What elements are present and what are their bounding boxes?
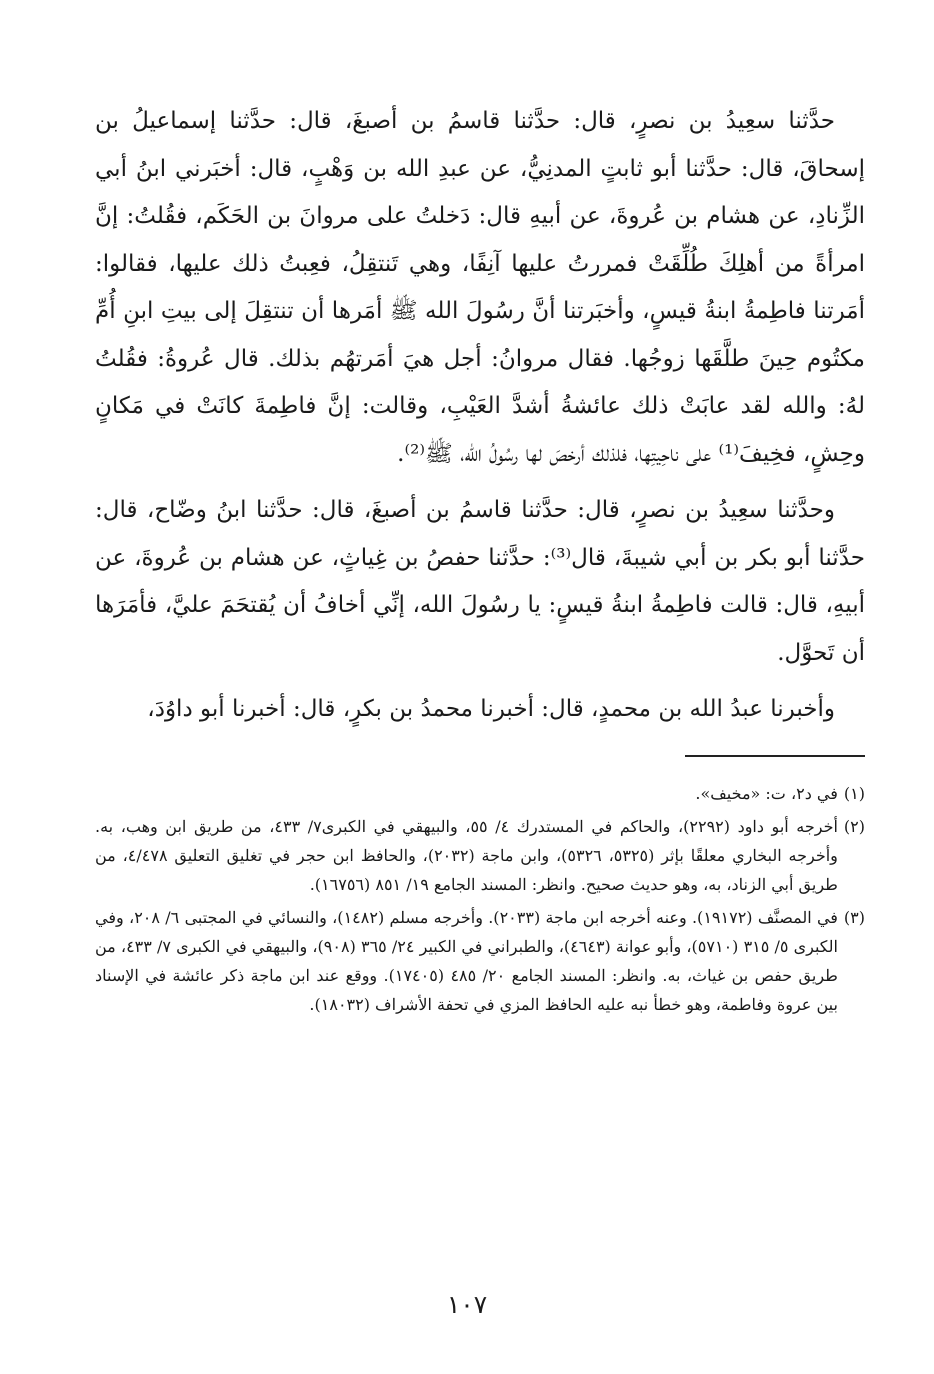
paragraph-1: حدَّثنا سعِيدُ بن نصرٍ، قال: حدَّثنا قاسمُ بن أصبغَ، قال: حدَّثنا إسماعيلُ بن إسحاقَ، قال: حدَّثنا أبو ثابتٍ المدنِيُّ، عن عبدِ الله بن وَهْبٍ، قال: أخبَرني ابنُ أبي الزِّنادِ، عن هشام بن عُروةَ، عن أبيهِ قال: دَخلتُ على مروانَ بن الحَكَم، فقُلتُ: إنَّ امرأةً من أهلِكَ طُلِّقَتْ فمررتُ عليها آنِفًا، وهي تَنتقِلُ، فعِبتُ ذلك عليها، فقالوا: أمَرتنا فاطِمةُ ابنةُ قيسٍ، وأخبَرتنا أنَّ رسُولَ الله ﷺ أمَرها أن تنتقِلَ إلى بيتِ ابنِ أُمِّ مكتُوم حِينَ طلَّقَها زوجُها. فقال مروانُ: أجل هيَ أمَرتهُم بذلك. قال عُروةُ: فقُلتُ لهُ: والله لقد عابَتْ ذلك عائشةُ أشدَّ العَيْبِ، وقالت: إنَّ فاطِمةَ كانَتْ في مَكانٍ وحِشٍ، فخِيفَ⁽¹⁾ على ناحِيتِها، فلذلك أرخصَ لها رسُولُ الله، ﷺ⁽²⁾. [95, 108, 865, 467]
book-page [95, 98, 865, 1023]
page-number: ١٠٧ [446, 1290, 488, 1319]
footnote-number: (٢) [843, 816, 865, 836]
main-text [95, 98, 865, 734]
footnote-2 [95, 812, 865, 899]
footnote-text: أخرجه أبو داود (٢٢٩٢)، والحاكم في المستدرك ٤/ ٥٥، والبيهقي في الكبرى٧/ ٤٣٣، من طريق ابن وهب، به. وأخرجه البخاري معلقًا بإثر (٥٣٢٥، ٥٣٢٦)، وابن ماجة (٢٠٣٢)، والحافظ ابن حجر في تغليق التعليق ٤/٤٧٨، من طريق أبي الزناد، به، وهو حديث صحيح. وانظر: المسند الجامع ١٩/ ٨٥١ (١٦٧٥٦). [95, 816, 838, 894]
footnotes [95, 779, 865, 1019]
footnote-text: في المصنَّف (١٩١٧٢). وعنه أخرجه ابن ماجة (٢٠٣٣). وأخرجه مسلم (١٤٨٢)، والنسائي في المجتبى ٦/ ٢٠٨، وفي الكبرى ٥/ ٣١٥ (٥٧١٠)، وأبو عوانة (٤٦٤٣)، والطبراني في الكبير ٢٤/ ٣٦٥ (٩٠٨)، والبيهقي في الكبرى ٧/ ٤٣٣، من طريق حفص بن غياث، به. وانظر: المسند الجامع ٢٠/ ٤٨٥ (١٧٤٠٥). ووقع عند ابن ماجة ذكر عائشة في الإسناد بين عروة وفاطمة، وهو خطأ نبه عليه الحافظ المزي في تحفة الأشراف (١٨٠٣٢). [95, 907, 838, 1014]
footnote-3 [95, 903, 865, 1019]
paragraph-3: وأخبرنا عبدُ الله بن محمدٍ، قال: أخبرنا محمدُ بن بكرٍ، قال: أخبرنا أبو داوُدَ، [147, 696, 835, 722]
footnote-text: في د٢، ت: «مخيف». [695, 783, 838, 803]
footnote-1 [95, 779, 865, 808]
footnote-number: (٣) [843, 907, 865, 927]
footnote-separator [685, 755, 865, 757]
paragraph-2: وحدَّثنا سعِيدُ بن نصرٍ، قال: حدَّثنا قاسمُ بن أصبغَ، قال: حدَّثنا ابنُ وضّاح، قال: حدَّثنا أبو بكر بن أبي شيبةَ، قال⁽³⁾: حدَّثنا حفصُ بن غِياثٍ، عن هشام بن عُروةَ، عن أبيهِ، قال: قالت فاطِمةُ ابنةُ قيسٍ: يا رسُولَ الله، إنِّي أخافُ أن يُقتحَمَ عليَّ، فأمَرَها أن تَحوَّل. [95, 497, 866, 666]
footnote-number: (١) [843, 783, 865, 803]
